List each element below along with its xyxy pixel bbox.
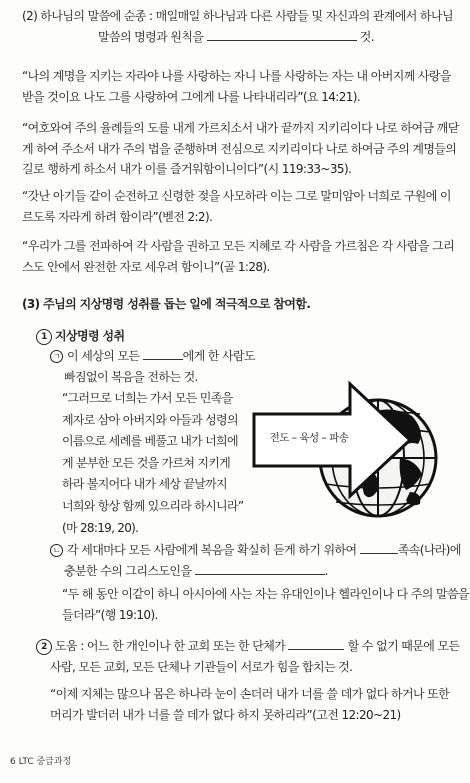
quote-line: 하라 볼지어다 내가 세상 끝날까지 bbox=[62, 477, 227, 492]
quote-line: 이름으로 세례를 베풀고 내가 너희에 bbox=[62, 434, 238, 449]
arrow-globe-illustration bbox=[250, 374, 450, 530]
quote-line: 머리가 발더러 내가 너를 쓸 데가 없다 하지 못하리라”(고전 12:20~21) bbox=[50, 707, 401, 722]
sub-marker: ㄴ bbox=[50, 544, 63, 557]
quote-line: “여호와여 주의 율례들의 도를 내게 가르치소서 내가 끝까지 지키리이다 나로 하여금 깨닫 bbox=[22, 121, 459, 135]
sub-marker: ㄱ bbox=[50, 350, 63, 363]
section-3-heading: (3) 주님의 지상명령 성취를 돕는 일에 적극적으로 참여함. bbox=[22, 297, 311, 311]
sub-1-line2: 빠짐없이 복음을 전하는 것. bbox=[64, 369, 198, 384]
quote-line: “갓난 아기들 같이 순전하고 신령한 젖을 사모하라 이는 그로 말미암아 너희로 구원에 이 bbox=[22, 189, 451, 203]
item-1-title-text: 지상명령 성취 bbox=[55, 329, 125, 343]
item-1-sub-1 bbox=[50, 346, 255, 387]
quote-line: “그러므로 너희는 가서 모든 민족을 bbox=[62, 391, 233, 405]
quote-line: 들더라”(행 19:10). bbox=[62, 607, 158, 622]
quote-line: “이제 지체는 많으나 몸은 하나라 눈이 손더러 내가 너를 쓸 데가 없다 하거나 또한 bbox=[50, 687, 450, 701]
quote-line: 제자로 삼아 아버지와 아들과 성령의 bbox=[62, 412, 238, 427]
corinthians-quote bbox=[50, 684, 460, 725]
quote-block bbox=[22, 118, 459, 180]
blank-line bbox=[195, 562, 325, 575]
quote-line: 게 분부한 모든 것을 가르쳐 지키게 bbox=[62, 455, 231, 470]
blank-line bbox=[207, 28, 357, 41]
quote-block bbox=[22, 186, 450, 227]
item-2-line1-post: 할 수 없기 때문에 모든 bbox=[347, 639, 460, 653]
quote-line: “두 해 동안 이같이 하니 아시아에 사는 자는 유대인이나 헬라인이나 다 주의 말씀을 bbox=[62, 587, 469, 601]
sub-1-post: 에게 한 사람도 bbox=[182, 349, 255, 363]
section-2-line2-post: 것. bbox=[359, 29, 374, 44]
section-2-line2 bbox=[22, 27, 450, 48]
quote-block bbox=[22, 236, 455, 277]
sub-2-line2-pre: 충분한 수의 그리스도인을 bbox=[64, 563, 192, 578]
page-footer: 6 LTC 중급과정 bbox=[10, 757, 72, 767]
quote-line: 르도록 자라게 하려 함이라”(벧전 2:2). bbox=[22, 209, 213, 224]
quote-line: “나의 계명을 지키는 자라야 나를 사랑하는 자니 나를 사랑하는 자는 내 아버지께 사랑을 bbox=[22, 69, 451, 83]
quote-block bbox=[22, 66, 450, 107]
item-1-title bbox=[36, 326, 464, 347]
arrow-label: 전도 – 육성 – 파송 bbox=[269, 432, 349, 444]
sub-2-line2-post: . bbox=[324, 563, 328, 578]
section-2-heading bbox=[22, 6, 453, 47]
item-2-line1-pre: 도움 : 어느 한 개인이나 한 교회 또는 한 단체가 bbox=[55, 639, 286, 653]
section-2-line1: (2) 하나님의 말씀에 순종 : 매일매일 하나님과 다른 사람들 및 자신과의 관계에서 하나님 bbox=[22, 9, 453, 23]
sub-2-post: 족속(나라)에 bbox=[397, 543, 461, 557]
quote-line: 길로 행하게 하소서 내가 이를 즐거워함이니이다”(시 119:33~35). bbox=[22, 162, 352, 176]
quote-line: “우리가 그를 전파하여 각 사람을 권하고 모든 지혜로 각 사람을 가르침은 각 사람을 그리 bbox=[22, 239, 455, 253]
section-2-line2-pre: 말씀의 명령과 원칙을 bbox=[97, 29, 204, 44]
sub-1-pre: 이 세상의 모든 bbox=[67, 349, 140, 363]
acts-quote bbox=[62, 584, 469, 625]
blank-line bbox=[143, 347, 183, 360]
quote-line: 게 하여 주소서 내가 주의 법을 준행하며 전심으로 지키리이다 나로 하여금 주의 계명들의 bbox=[22, 141, 457, 156]
matthew-quote bbox=[62, 388, 252, 539]
number-badge: 1 bbox=[36, 329, 52, 345]
blank-line bbox=[288, 637, 344, 650]
quote-line: 받을 것이요 나도 그를 사랑하여 그에게 나를 나타내리라”(요 14:21). bbox=[22, 89, 361, 104]
quote-line: 너희와 항상 함께 있으리라 하시니라” bbox=[62, 498, 244, 513]
item-2-line2: 사람, 모든 교회, 모든 단체나 기관들이 서로가 힘을 합치는 것. bbox=[50, 659, 353, 674]
item-2 bbox=[36, 636, 460, 677]
item-1-sub-2 bbox=[50, 540, 460, 581]
quote-line: 스도 안에서 완전한 자로 세우려 함이니”(골 1:28). bbox=[22, 259, 270, 274]
blank-line bbox=[360, 541, 398, 554]
sub-2-pre: 각 세대마다 모든 사람에게 복음을 확실히 듣게 하기 위하여 bbox=[67, 543, 357, 557]
number-badge: 2 bbox=[36, 639, 52, 655]
quote-line: (마 28:19, 20). bbox=[62, 520, 139, 535]
